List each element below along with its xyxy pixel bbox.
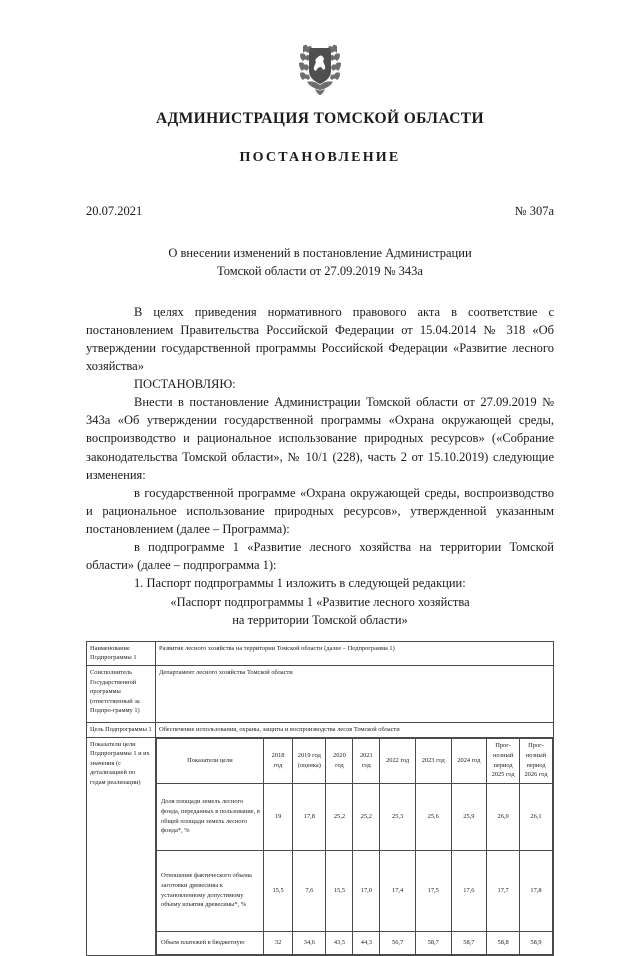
document-number: № 307а	[514, 204, 554, 218]
column-header-forecast-2025-line2: нозный	[492, 751, 514, 759]
column-header-forecast-2025-line3: период	[493, 761, 513, 769]
column-header-2018	[263, 738, 292, 783]
passport-table-body	[87, 641, 554, 955]
indicator-3-value-2026: 58,9	[520, 931, 553, 954]
indicator-1-value-2022: 25,3	[380, 783, 416, 850]
table-row-indicators	[87, 737, 554, 955]
indicators-table	[156, 738, 553, 955]
body-resolve-keyword: ПОСТАНОВЛЯЮ:	[134, 377, 236, 391]
indicator-1-value-2019: 17,8	[293, 783, 326, 850]
indicator-3-value-2023: 58,7	[415, 931, 451, 954]
indicator-3-value-2019: 34,6	[293, 931, 326, 954]
column-header-indicator-label: Показатели цели	[187, 756, 233, 764]
column-header-2020	[326, 738, 353, 783]
column-header-forecast-2025-line1: Прог-	[495, 742, 511, 750]
indicator-3-value-2021: 44,3	[353, 931, 380, 954]
indicator-2-value-2026: 17,8	[520, 850, 553, 931]
column-header-2023: 2023 год	[415, 738, 451, 783]
column-header-2019-line2: (оценка)	[297, 761, 321, 769]
row-value-coexecutor: Департамент лесного хозяйства Томской области	[156, 665, 554, 722]
column-header-forecast-2025	[487, 738, 520, 783]
table-row	[157, 850, 553, 931]
column-header-2021	[353, 738, 380, 783]
indicator-1-value-2020: 25,2	[326, 783, 353, 850]
indicator-2-value-2023: 17,5	[415, 850, 451, 931]
column-header-forecast-2026-line2: нозный	[525, 751, 547, 759]
indicator-1-value-2024: 25,9	[451, 783, 487, 850]
indicators-table-body	[157, 738, 553, 954]
body-paragraph-6: 1. Паспорт подпрограммы 1 изложить в следующей редакции:	[134, 576, 466, 591]
column-header-forecast-2026-line1: Прог-	[528, 742, 544, 750]
indicator-2-value-2025: 17,7	[487, 850, 520, 931]
column-header-forecast-2025-line4: 2025 год	[491, 771, 515, 779]
passport-title-line-1: «Паспорт подпрограммы 1 «Развитие лесного хозяйства	[170, 594, 470, 609]
indicator-2-value-2024: 17,6	[451, 850, 487, 931]
indicator-1-value-2026: 26,1	[520, 783, 553, 850]
indicator-2-value-2020: 15,5	[326, 850, 353, 931]
column-header-forecast-2026	[520, 738, 553, 783]
table-row	[87, 722, 554, 737]
table-row	[157, 783, 553, 850]
column-header-2019	[293, 738, 326, 783]
column-header-2024: 2024 год	[451, 738, 487, 783]
indicator-3-value-2025: 58,8	[487, 931, 520, 954]
document-subject	[86, 245, 554, 281]
body-paragraph-1: В целях приведения нормативного правового акта в соответствие с постановлением Правительства Российской Федерации от 15.04.2014 № 318 «Об утверждении государственной программы Российской Федерации «Развитие лесного хозяйства»	[86, 304, 554, 373]
column-header-2018-line1: 2018	[271, 751, 285, 759]
indicator-3-value-2024: 58,7	[451, 931, 487, 954]
row-label-indicators: Показатели цели Подпрограммы 1 и их значения (с детализацией по годам реализации)	[87, 737, 156, 955]
table-row	[157, 931, 553, 954]
tomsk-oblast-coat-of-arms-icon	[293, 40, 347, 96]
indicator-1-value-2025: 26,0	[487, 783, 520, 850]
passport-title-line-2: на территории Томской области»	[232, 612, 408, 627]
indicators-header-row	[157, 738, 553, 783]
indicator-name-3: Объем платежей в бюджетную	[157, 931, 264, 954]
emblem-container	[86, 0, 554, 96]
table-row	[87, 665, 554, 722]
document-meta-row	[86, 204, 554, 219]
row-value-name: Развитие лесного хозяйства на территории Томской области (далее – Подпрограмма 1)	[156, 641, 554, 665]
indicator-2-value-2022: 17,4	[380, 850, 416, 931]
indicator-2-value-2018: 15,5	[263, 850, 292, 931]
subject-line-1: О внесении изменений в постановление Администрации	[168, 246, 472, 260]
indicator-1-value-2021: 25,2	[353, 783, 380, 850]
column-header-2019-line1: 2019 год	[297, 751, 321, 759]
passport-table	[86, 641, 554, 956]
document-date: 20.07.2021	[86, 204, 143, 218]
indicator-3-value-2018: 32	[263, 931, 292, 954]
document-body	[86, 303, 554, 629]
organization-title: АДМИНИСТРАЦИЯ ТОМСКОЙ ОБЛАСТИ	[156, 110, 484, 127]
indicator-1-value-2018: 19	[263, 783, 292, 850]
column-header-2022: 2022 год	[380, 738, 416, 783]
row-value-goal: Обеспечение использования, охраны, защиты и воспроизводства лесов Томской области	[156, 722, 554, 737]
body-paragraph-5: в подпрограмме 1 «Развитие лесного хозяйства на территории Томской области» (далее – подпрограмма 1):	[86, 540, 554, 573]
indicator-1-value-2023: 25,6	[415, 783, 451, 850]
document-type-title: ПОСТАНОВЛЕНИЕ	[239, 150, 401, 165]
column-header-2021-line2: год	[361, 761, 371, 769]
column-header-forecast-2026-line3: период	[526, 761, 546, 769]
indicator-name-2: Отношение фактического объема заготовки древесины к установленному допустимому объему изъятия древесины*, %	[157, 850, 264, 931]
body-paragraph-4: в государственной программе «Охрана окружающей среды, воспроизводство и рациональное использование природных ресурсов», утвержденной указанным постановлением (далее – Программа):	[86, 485, 554, 536]
column-header-forecast-2026-line4: 2026 год	[524, 771, 548, 779]
row-label-coexecutor: Соисполнитель Государственной программы (ответственный за Подпро-грамму 1)	[87, 665, 156, 722]
row-value-indicators	[156, 737, 554, 955]
indicator-2-value-2019: 7,6	[293, 850, 326, 931]
row-label-goal: Цель Подпрограммы 1	[87, 722, 156, 737]
table-row	[87, 641, 554, 665]
body-paragraph-3: Внести в постановление Администрации Томской области от 27.09.2019 № 343а «Об утверждении государственной программы «Охрана окружающей среды, воспроизводство и рациональное использование природных ресурсов» («Собрание законодательства Томской области», № 10/1 (228), часть 2 от 15.10.2019) следующие изменения:	[86, 395, 554, 482]
indicator-name-1: Доля площади земель лесного фонда, переданных в пользование, в общей площади земель лесного фонда*, %	[157, 783, 264, 850]
column-header-indicator	[157, 738, 264, 783]
column-header-2020-line1: 2020	[333, 751, 346, 759]
indicator-3-value-2022: 56,7	[380, 931, 416, 954]
indicator-2-value-2021: 17,0	[353, 850, 380, 931]
column-header-2018-line2: год	[273, 761, 283, 769]
indicator-3-value-2020: 43,5	[326, 931, 353, 954]
column-header-2021-line1: 2021	[359, 751, 373, 759]
subject-line-2: Томской области от 27.09.2019 № 343а	[217, 263, 423, 278]
column-header-2020-line2: год	[335, 761, 344, 769]
row-label-name: Наименование Подпрограммы 1	[87, 641, 156, 665]
